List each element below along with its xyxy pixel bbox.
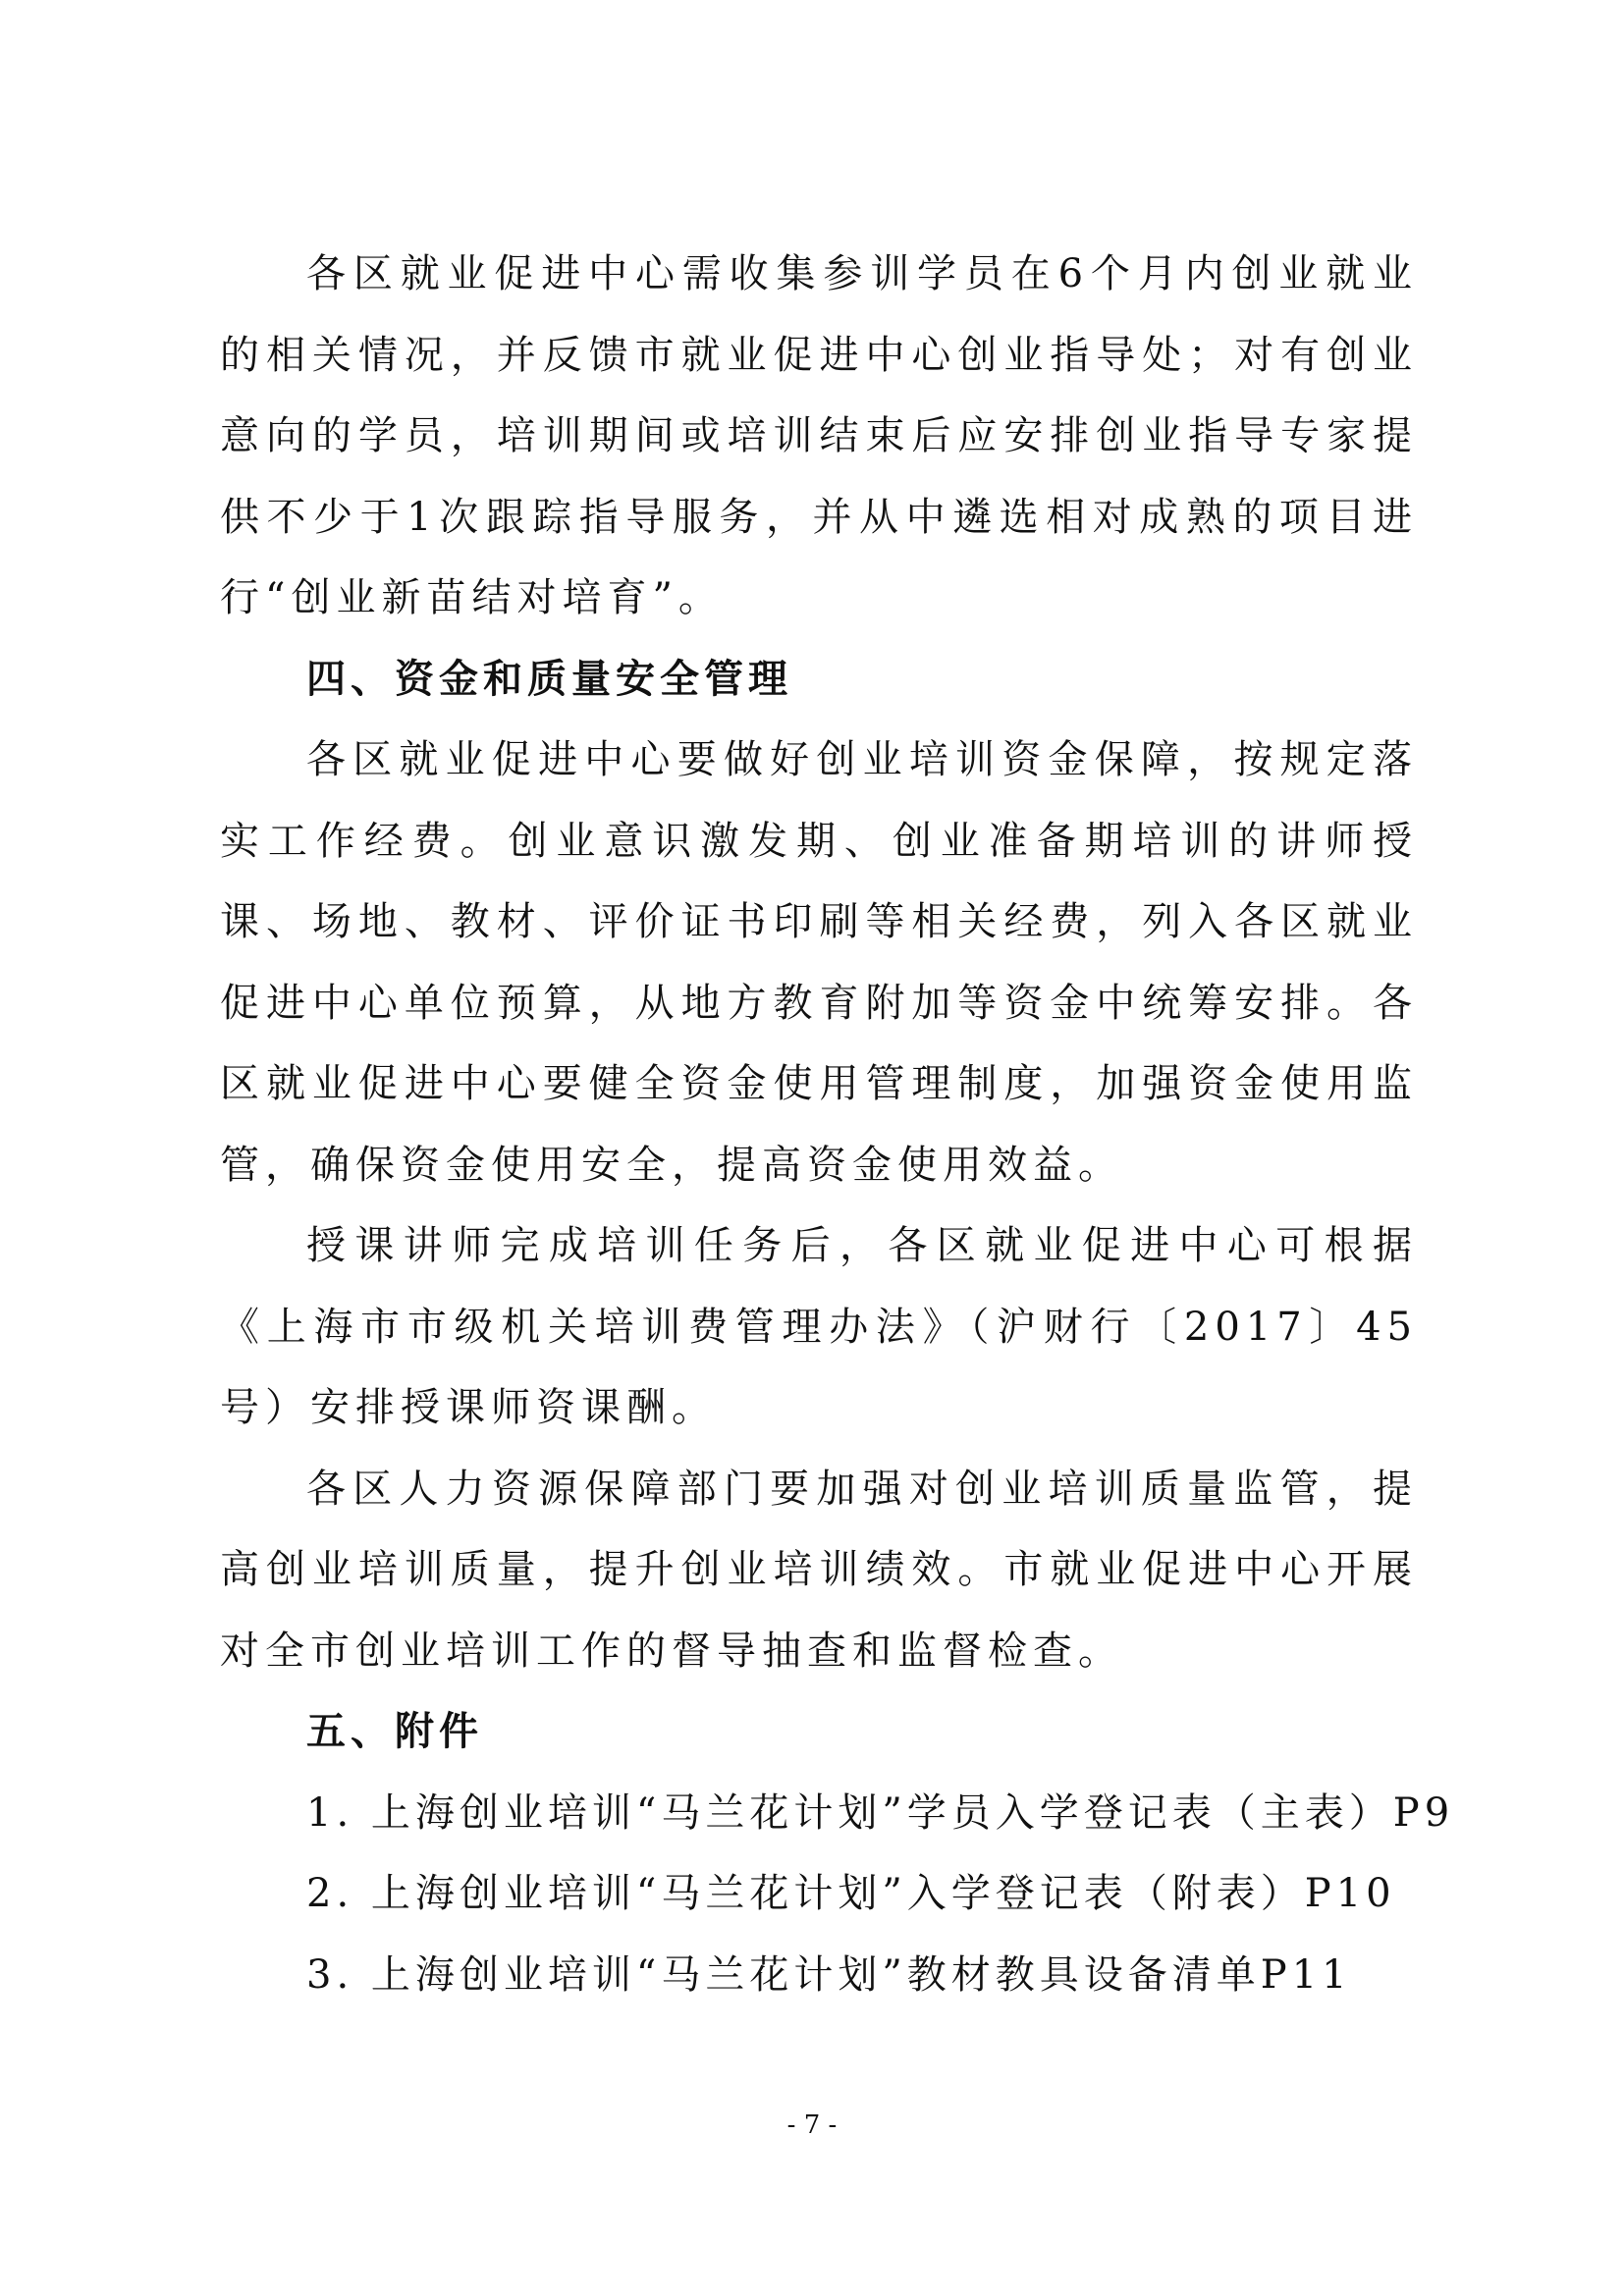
page-number: - 7 - bbox=[786, 2110, 838, 2140]
paragraph-quality-supervision: 各区人力资源保障部门要加强对创业培训质量监管，提高创业培训质量，提升创业培训绩效。市就业促进中心开展对全市创业培训工作的督导抽查和监督检查。 bbox=[220, 1466, 1418, 1674]
attachment-item-3: 3. 上海创业培训“马兰花计划”教材教具设备清单P11 bbox=[306, 1951, 1352, 1998]
attachment-item-1: 1. 上海创业培训“马兰花计划”学员入学登记表（主表）P9 bbox=[306, 1789, 1455, 1836]
paragraph-followup-guidance: 各区就业促进中心需收集参训学员在6个月内创业就业的相关情况，并反馈市就业促进中心创业指导处；对有创业意向的学员，培训期间或培训结束后应安排创业指导专家提供不少于1次跟踪指导服务，并从中遴选相对成熟的项目进行“创业新苗结对培育”。 bbox=[220, 251, 1418, 620]
document-body bbox=[220, 234, 1455, 2015]
paragraph-funding-guarantee: 各区就业促进中心要做好创业培训资金保障，按规定落实工作经费。创业意识激发期、创业准备期培训的讲师授课、场地、教材、评价证书印刷等相关经费，列入各区就业促进中心单位预算，从地方教育附加等资金中统筹安排。各区就业促进中心要健全资金使用管理制度，加强资金使用监管，确保资金使用安全，提高资金使用效益。 bbox=[220, 737, 1418, 1188]
paragraph-lecturer-fees: 授课讲师完成培训任务后，各区就业促进中心可根据《上海市市级机关培训费管理办法》（沪财行〔2017〕45号）安排授课师资课酬。 bbox=[220, 1223, 1418, 1430]
attachment-list bbox=[220, 1773, 1455, 2016]
section-heading-funding-quality: 四、资金和质量安全管理 bbox=[306, 656, 792, 702]
section-heading-attachments: 五、附件 bbox=[306, 1709, 483, 1754]
attachment-item-2: 2. 上海创业培训“马兰花计划”入学登记表（附表）P10 bbox=[306, 1871, 1396, 1916]
